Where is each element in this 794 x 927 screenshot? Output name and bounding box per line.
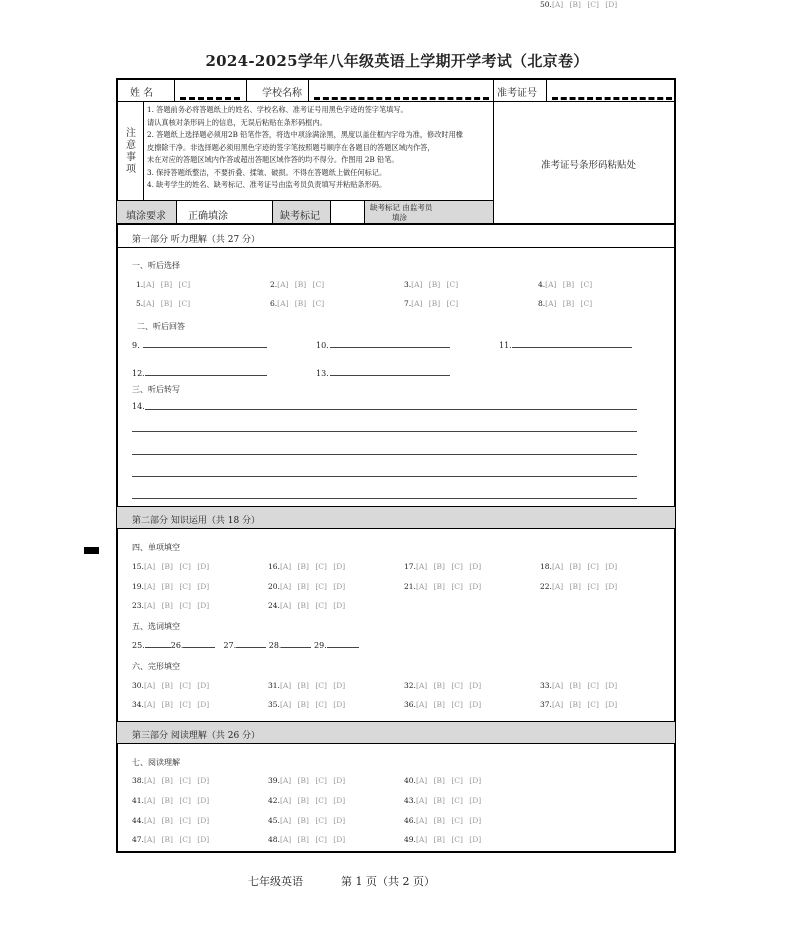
question-option-row[interactable]: 48.[A] [B] [C] [D] [268,835,346,844]
question-option-row[interactable]: 40.[A] [B] [C] [D] [404,776,482,785]
question-option-row[interactable]: 2.[A] [B] [C] [270,280,325,289]
divider [546,79,547,101]
question-option-row[interactable]: 35.[A] [B] [C] [D] [268,700,346,709]
question-option-row[interactable]: 22.[A] [B] [C] [D] [540,582,618,591]
question-option-row[interactable]: 15.[A] [B] [C] [D] [132,562,210,571]
transcribe-line[interactable] [132,498,637,499]
school-field[interactable] [314,97,489,100]
barcode-area[interactable]: 准考证号条形码粘贴处 [541,160,637,171]
alignment-mark [84,547,99,554]
question-option-row[interactable]: 19.[A] [B] [C] [D] [132,582,210,591]
transcribe-line[interactable] [145,409,637,410]
question-option-row[interactable]: 41.[A] [B] [C] [D] [132,796,210,805]
part3-title: 第三部分 阅读理解（共 26 分） [132,731,261,741]
correct-fill-label: 正确填涂 [188,211,228,222]
question-option-row[interactable]: 39.[A] [B] [C] [D] [268,776,346,785]
part2-sub1: 四、单项填空 [132,543,180,552]
question-option-row[interactable]: 6.[A] [B] [C] [270,299,325,308]
question-option-row[interactable]: 50.[A] [B] [C] [D] [540,0,618,9]
divider [364,201,365,223]
divider [143,101,144,200]
question-option-row[interactable]: 8.[A] [B] [C] [538,299,593,308]
question-option-row[interactable]: 37.[A] [B] [C] [D] [540,700,618,709]
notes-text: 1. 答题前务必将答题纸上的姓名、学校名称、准考证号用黑色字迹的签字笔填写。 请认真核对条形码上的信息，无误后粘贴在条形码框内。 2. 答题纸上选择题必须用2B 铅笔作答，将选中项涂满涂黑，黑度以盖住框内字母为准，修改时用橡 皮擦除干净。非选择题必须用黑色字迹的签字笔按照题号顺序在各题目的答题区域内作答， 未在对应的答题区域内作答或超出答题区域作答的均不得分。作图用 2B 铅笔。 3. 保持答题纸整洁，不要折叠、揉皱、破损。不得在答题纸上做任何标记。 4. 缺考学生的姓名、缺考标记、准考证号由监考员负责填写并粘贴条形码。 [147,105,463,189]
question-option-row[interactable]: 20.[A] [B] [C] [D] [268,582,346,591]
question-option-row[interactable]: 24.[A] [B] [C] [D] [268,601,346,610]
question-option-row[interactable]: 38.[A] [B] [C] [D] [132,776,210,785]
absent-mark-label: 缺考标记 [280,211,320,222]
answer-line-11[interactable] [512,347,632,348]
question-option-row[interactable]: 18.[A] [B] [C] [D] [540,562,618,571]
transcribe-label: 14. [132,402,145,411]
answer-label-11: 11. [499,341,512,350]
question-option-row[interactable]: 30.[A] [B] [C] [D] [132,681,210,690]
question-option-row[interactable]: 44.[A] [B] [C] [D] [132,816,210,825]
name-label: 姓 名 [130,88,154,99]
divider [116,743,676,744]
divider [116,223,676,225]
question-option-row[interactable]: 1.[A] [B] [C] [136,280,191,289]
question-option-row[interactable]: 3.[A] [B] [C] [404,280,459,289]
part2-sub3: 六、完形填空 [132,662,180,671]
divider [246,79,247,101]
part1-sub1: 一、听后选择 [132,261,180,270]
question-option-row[interactable]: 5.[A] [B] [C] [136,299,191,308]
divider [116,528,676,529]
divider [116,101,676,102]
question-option-row[interactable]: 7.[A] [B] [C] [404,299,459,308]
divider [174,79,175,101]
fill-words-row: 25. 26. 27. 28. 29. [132,641,359,650]
part2-sub2: 五、选词填空 [132,622,180,631]
answer-line-10[interactable] [330,347,450,348]
divider [116,200,493,201]
question-option-row[interactable]: 45.[A] [B] [C] [D] [268,816,346,825]
question-option-row[interactable]: 33.[A] [B] [C] [D] [540,681,618,690]
part3-sub1: 七、阅读理解 [132,758,180,767]
part1-title: 第一部分 听力理解（共 27 分） [132,235,261,245]
question-option-row[interactable]: 42.[A] [B] [C] [D] [268,796,346,805]
footer-subject: 七年级英语 [248,875,303,888]
divider [176,201,177,223]
divider [493,79,494,224]
question-option-row[interactable]: 46.[A] [B] [C] [D] [404,816,482,825]
answer-label-13: 13. [316,369,329,378]
part1-sub3: 三、听后转写 [132,385,180,394]
page-title: 2024-2025学年八年级英语上学期开学考试（北京卷） [205,52,589,70]
question-option-row[interactable]: 21.[A] [B] [C] [D] [404,582,482,591]
question-option-row[interactable]: 47.[A] [B] [C] [D] [132,835,210,844]
answer-line-13[interactable] [330,375,450,376]
name-field[interactable] [180,97,240,100]
question-option-row[interactable]: 17.[A] [B] [C] [D] [404,562,482,571]
answer-line-9[interactable] [143,347,267,348]
answer-line-12[interactable] [145,375,267,376]
notes-label: 注 意 事 项 [126,128,136,175]
part1-sub2: 二、听后回答 [137,322,185,331]
footer-page: 第 1 页（共 2 页） [341,875,435,888]
absent-mark-box[interactable] [330,201,364,223]
transcribe-line[interactable] [132,454,637,455]
answer-label-12: 12. [132,369,145,378]
question-option-row[interactable]: 49.[A] [B] [C] [D] [404,835,482,844]
divider [116,247,676,248]
question-option-row[interactable]: 16.[A] [B] [C] [D] [268,562,346,571]
question-option-row[interactable]: 34.[A] [B] [C] [D] [132,700,210,709]
school-label: 学校名称 [262,88,302,99]
absent-note: 缺考标记 由监考员 [370,203,433,212]
ticket-field[interactable] [552,97,672,100]
absent-note: 填涂 [392,213,407,222]
question-option-row[interactable]: 31.[A] [B] [C] [D] [268,681,346,690]
ticket-label: 准考证号 [497,88,537,99]
part2-title: 第二部分 知识运用（共 18 分） [132,516,261,526]
answer-label-10: 10. [316,341,329,350]
transcribe-line[interactable] [132,476,637,477]
answer-label-9: 9. [132,341,140,350]
transcribe-line[interactable] [132,431,637,432]
question-option-row[interactable]: 43.[A] [B] [C] [D] [404,796,482,805]
question-option-row[interactable]: 4.[A] [B] [C] [538,280,593,289]
question-option-row[interactable]: 23.[A] [B] [C] [D] [132,601,210,610]
question-option-row[interactable]: 32.[A] [B] [C] [D] [404,681,482,690]
fill-requirement-label: 填涂要求 [126,211,166,222]
divider [272,201,273,223]
divider [308,79,309,101]
question-option-row[interactable]: 36.[A] [B] [C] [D] [404,700,482,709]
divider [330,201,331,223]
